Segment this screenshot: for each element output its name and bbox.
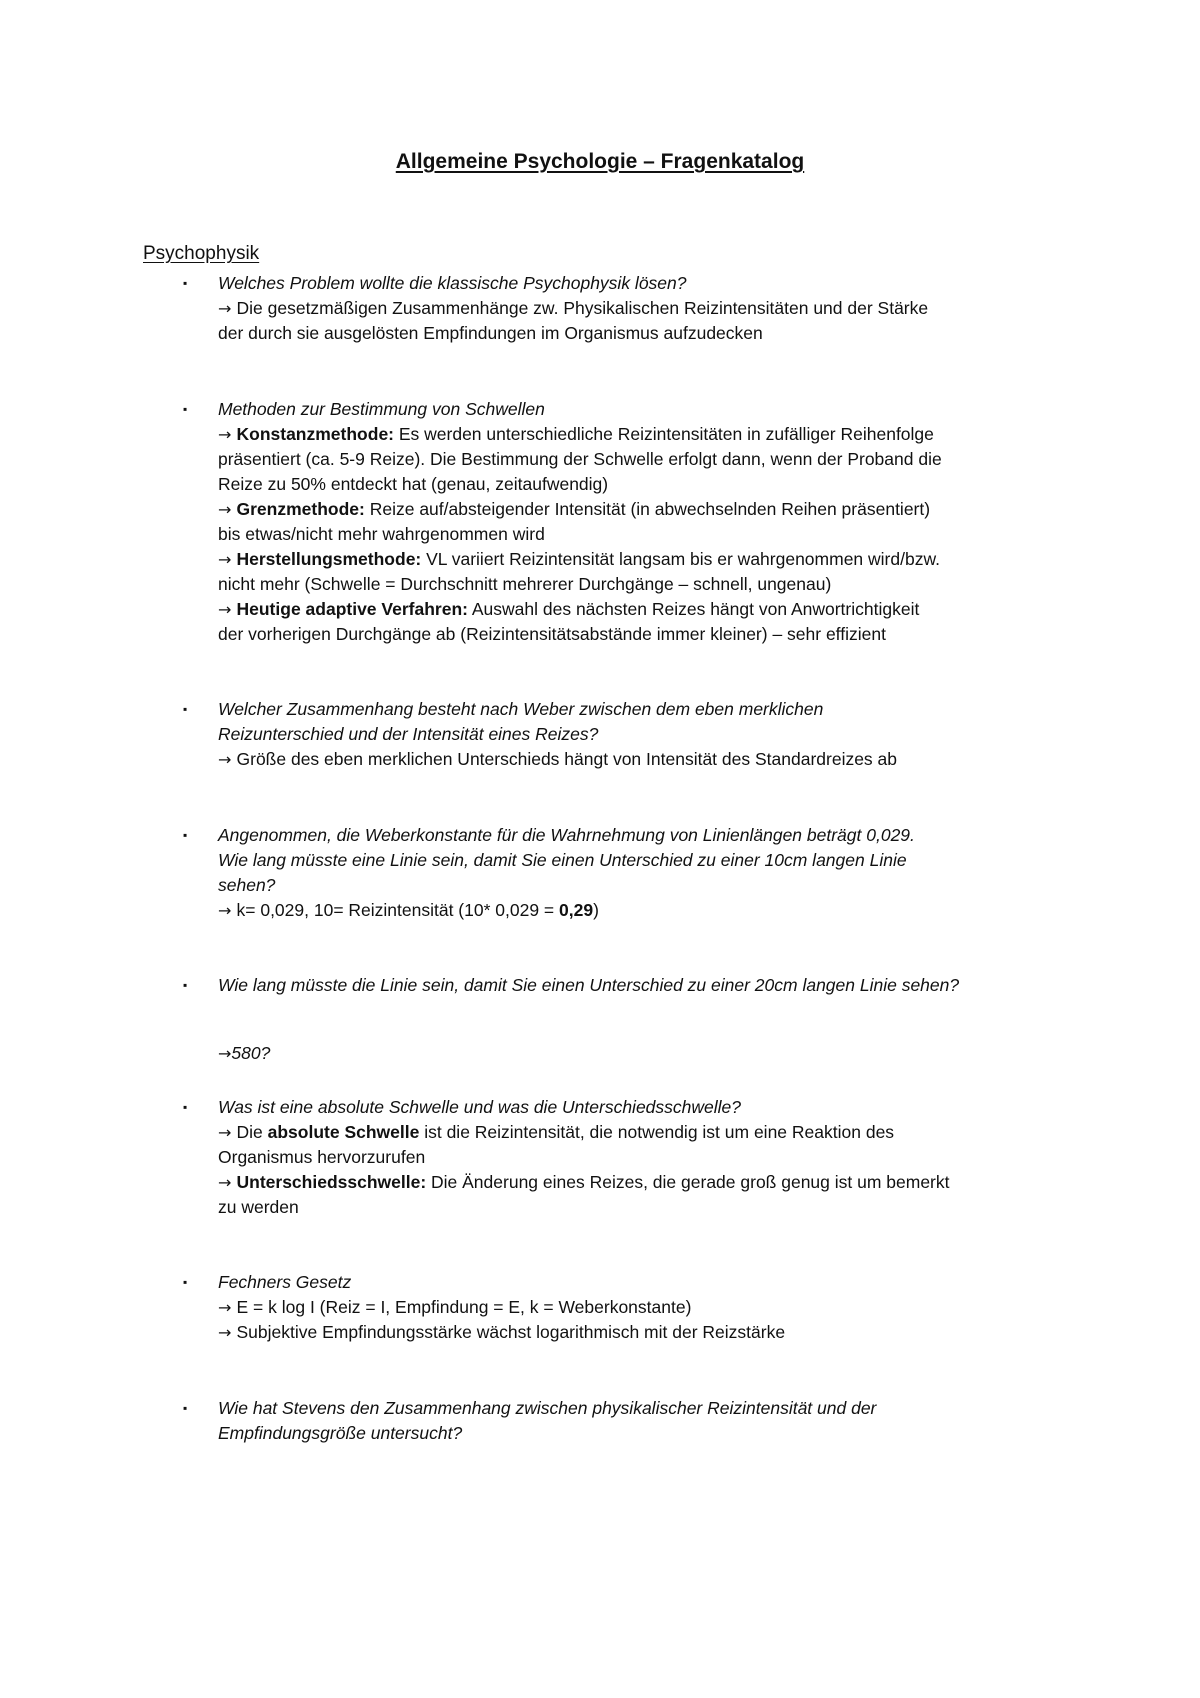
answer-line: [218, 596, 1098, 623]
document-title: Allgemeine Psychologie – Fragenkatalog: [395, 150, 805, 173]
arrow-icon: →: [218, 1123, 237, 1142]
answer-line: [218, 521, 1098, 548]
arrow-icon: →: [218, 299, 237, 318]
answer-text: nicht mehr (Schwelle = Durchschnitt mehrerer Durchgänge – schnell, ungenau): [218, 574, 832, 594]
question-text: Welches Problem wollte die klassische Psychophysik lösen?: [218, 273, 687, 293]
arrow-icon: →: [218, 901, 237, 920]
bullet-icon: ▪: [183, 702, 188, 716]
answer-line: [218, 1040, 1098, 1067]
question-text: Welcher Zusammenhang besteht nach Weber zwischen dem eben merklichen: [218, 699, 824, 719]
answer-text: 580?: [231, 1042, 271, 1063]
answer-text: ist die Reizintensität, die notwendig ist um eine Reaktion des: [419, 1122, 895, 1142]
answer-text: VL variiert Reizintensität langsam bis er wahrgenommen wird/bzw.: [421, 549, 940, 569]
question-text: Methoden zur Bestimmung von Schwellen: [218, 399, 545, 419]
question-text: Wie hat Stevens den Zusammenhang zwischen physikalischer Reizintensität und der: [218, 1398, 877, 1418]
answer-line: [218, 1144, 1098, 1171]
arrow-icon: →: [218, 1323, 237, 1342]
answer-line: [218, 746, 1098, 773]
bold-term: 0,29: [559, 900, 594, 920]
answer-line: [218, 446, 1098, 473]
answer-text: Auswahl des nächsten Reizes hängt von Anwortrichtigkeit: [467, 599, 920, 619]
bullet-icon: ▪: [183, 402, 188, 416]
answer-text: Die gesetzmäßigen Zusammenhänge zw. Physikalischen Reizintensitäten und der Stärke: [236, 298, 929, 318]
answer-line: [218, 320, 1098, 347]
bold-term: Grenzmethode:: [236, 499, 365, 519]
answer-text: bis etwas/nicht mehr wahrgenommen wird: [218, 524, 545, 544]
arrow-icon: →: [218, 1043, 232, 1063]
answer-text: Es werden unterschiedliche Reizintensitäten in zufälliger Reihenfolge: [394, 424, 934, 444]
bullet-icon: ▪: [183, 1100, 188, 1114]
question-text: Wie lang müsste eine Linie sein, damit Sie einen Unterschied zu einer 10cm langen Linie: [218, 850, 907, 870]
arrow-icon: →: [218, 1298, 237, 1317]
arrow-icon: →: [218, 425, 237, 444]
section-heading: Psychophysik: [143, 243, 260, 264]
bullet-icon: ▪: [183, 1401, 188, 1415]
answer-line: [218, 546, 1098, 573]
answer-line: [218, 1169, 1098, 1196]
answer-line: [218, 1319, 1098, 1346]
answer-line: [218, 421, 1098, 448]
arrow-icon: →: [218, 600, 237, 619]
question-text: Reizunterschied und der Intensität eines Reizes?: [218, 724, 599, 744]
answer-text: ): [593, 900, 599, 920]
answer-text: der vorherigen Durchgänge ab (Reizintensitätsabstände immer kleiner) – sehr effizient: [218, 624, 886, 644]
answer-text: der durch sie ausgelösten Empfindungen im Organismus aufzudecken: [218, 323, 763, 343]
bullet-icon: ▪: [183, 828, 188, 842]
answer-line: [218, 1194, 1098, 1221]
answer-text: E = k log I (Reiz = I, Empfindung = E, k = Weberkonstante): [236, 1297, 692, 1317]
arrow-icon: →: [218, 750, 237, 769]
answer-text: Subjektive Empfindungsstärke wächst logarithmisch mit der Reizstärke: [236, 1322, 786, 1342]
arrow-icon: →: [218, 500, 237, 519]
arrow-icon: →: [218, 550, 237, 569]
answer-line: [218, 496, 1098, 523]
question-text: Fechners Gesetz: [218, 1272, 352, 1292]
answer-text: Organismus hervorzurufen: [218, 1147, 426, 1167]
bullet-icon: ▪: [183, 978, 188, 992]
answer-text: k= 0,029, 10= Reizintensität (10* 0,029 =: [236, 900, 560, 920]
bold-term: Heutige adaptive Verfahren:: [236, 599, 468, 619]
answer-text: Größe des eben merklichen Unterschieds hängt von Intensität des Standardreizes ab: [236, 749, 898, 769]
question-text: Wie lang müsste die Linie sein, damit Sie einen Unterschied zu einer 20cm langen Linie sehen?: [218, 975, 960, 995]
bullet-icon: ▪: [183, 276, 188, 290]
answer-text: Die: [236, 1122, 268, 1142]
answer-text: Die Änderung eines Reizes, die gerade groß genug ist um bemerkt: [426, 1172, 950, 1192]
answer-line: [218, 471, 1098, 498]
question-text: Angenommen, die Weberkonstante für die Wahrnehmung von Linienlängen beträgt 0,029.: [218, 825, 915, 845]
bold-term: Unterschiedsschwelle:: [236, 1172, 427, 1192]
question-text: Empfindungsgröße untersucht?: [218, 1423, 463, 1443]
answer-text: zu werden: [218, 1197, 299, 1217]
bold-term: absolute Schwelle: [267, 1122, 420, 1142]
answer-line: [218, 571, 1098, 598]
question-text: Was ist eine absolute Schwelle und was die Unterschiedsschwelle?: [218, 1097, 742, 1117]
bold-term: Herstellungsmethode:: [236, 549, 422, 569]
answer-text: Reize auf/absteigender Intensität (in abwechselnden Reihen präsentiert): [364, 499, 931, 519]
bullet-icon: ▪: [183, 1275, 188, 1289]
bold-term: Konstanzmethode:: [236, 424, 394, 444]
question-text: sehen?: [218, 875, 276, 895]
arrow-icon: →: [218, 1173, 237, 1192]
answer-text: Reize zu 50% entdeckt hat (genau, zeitaufwendig): [218, 474, 609, 494]
answer-line: [218, 897, 1098, 924]
answer-line: [218, 1294, 1098, 1321]
answer-line: [218, 295, 1098, 322]
answer-line: [218, 1119, 1098, 1146]
answer-text: präsentiert (ca. 5-9 Reize). Die Bestimmung der Schwelle erfolgt dann, wenn der Proband die: [218, 449, 942, 469]
answer-line: [218, 621, 1098, 648]
